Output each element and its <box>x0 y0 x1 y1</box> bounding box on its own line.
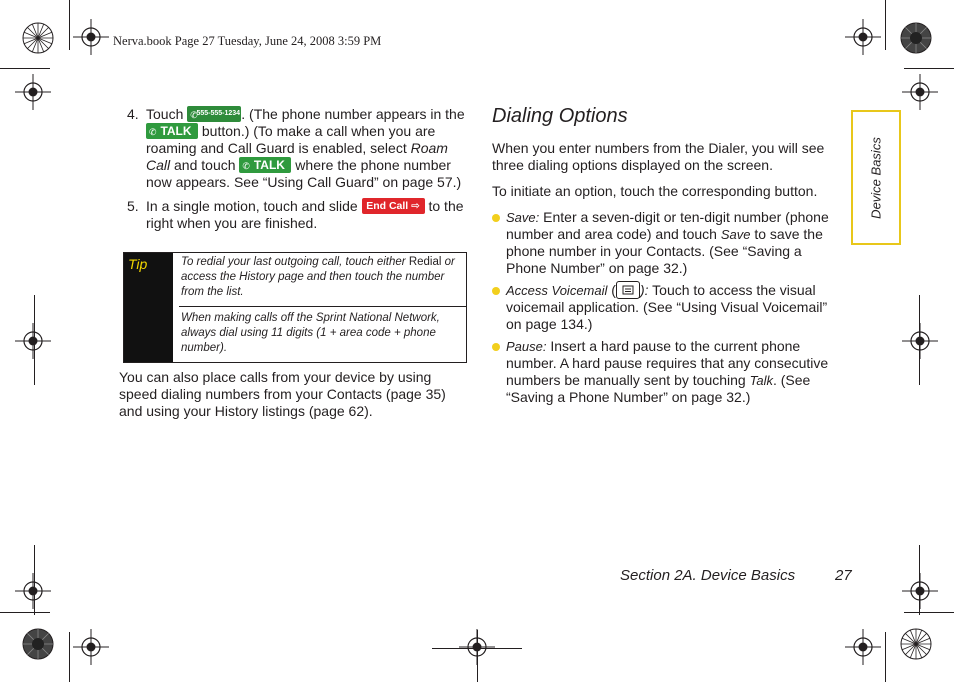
redial-term: Redial <box>408 256 442 268</box>
registration-mark-icon <box>15 323 51 359</box>
registration-mark-icon <box>902 323 938 359</box>
step-5 <box>119 198 471 232</box>
step-text: . (The phone number appears in the <box>241 106 465 122</box>
section-heading: Dialing Options <box>492 105 628 127</box>
step-text: In a single motion, touch and slide <box>146 198 358 214</box>
step-text: to the right when you are finished. <box>146 198 464 231</box>
color-wheel-icon <box>22 22 54 54</box>
talk-button[interactable]: ✆ TALK <box>146 123 198 139</box>
phone-handset-icon: ✆ <box>190 110 198 121</box>
crop-mark <box>885 0 886 50</box>
book-header: Nerva.book Page 27 Tuesday, June 24, 2008 3:59 PM <box>113 34 382 48</box>
bullet-access-voicemail: Access Voicemail ( ): Touch to access the visual voicemail application. (See “Using Visual Voicemail” on page 134.) <box>492 282 842 333</box>
roam-call-term: Roam Call <box>146 140 448 173</box>
crop-mark <box>477 630 478 682</box>
bullet-save: Save: Enter a seven-digit or ten-digit number (phone number and area code) and touch Save to save the phone number in your Contacts. (See “Saving a Phone Number” on page 32.) <box>492 209 842 277</box>
registration-mark-icon <box>73 629 109 665</box>
crop-mark <box>919 295 920 385</box>
bullet-dot-icon <box>492 343 500 351</box>
slide-arrow-icon: ⇨ <box>411 200 420 213</box>
body-paragraph: You can also place calls from your device by using speed dialing numbers from your Contacts (page 35) and using your History listings (page 62). <box>119 369 446 419</box>
voicemail-icon[interactable] <box>616 281 640 299</box>
side-tab-label: Device Basics <box>868 136 884 219</box>
color-wheel-icon <box>900 22 932 54</box>
end-call-slider[interactable]: End Call ⇨ <box>362 198 425 214</box>
step-text: Touch <box>146 106 184 122</box>
left-column <box>119 106 471 420</box>
section-side-tab <box>851 110 901 245</box>
tip-item: When making calls off the Sprint National Network, always dial using 11 digits (1 + area code + phone number). <box>179 306 466 362</box>
phone-number-button[interactable]: ✆ 555-555-1234 <box>187 106 241 122</box>
crop-mark <box>885 632 886 682</box>
crop-mark <box>69 632 70 682</box>
step-text: and touch <box>174 157 236 173</box>
registration-mark-icon <box>73 19 109 55</box>
step-number: 4. <box>127 106 139 122</box>
color-wheel-icon <box>900 628 932 660</box>
footer-section: Section 2A. Device Basics <box>620 567 796 584</box>
body-paragraph: When you enter numbers from the Dialer, you will see three dialing options displayed on the screen. <box>492 140 825 173</box>
right-column <box>492 104 842 411</box>
step-4 <box>119 106 471 191</box>
bullet-pause: Pause: Insert a hard pause to the current phone number. A hard pause requires that any consecutive numbers be manually sent by touching Talk. (See “Saving a Phone Number” on page 32.) <box>492 338 842 406</box>
registration-mark-icon <box>15 573 51 609</box>
bullet-dot-icon <box>492 214 500 222</box>
registration-mark-icon <box>902 74 938 110</box>
crop-mark <box>904 612 954 613</box>
phone-handset-icon: ✆ <box>149 127 157 138</box>
step-text: button.) (To make a call when you are roaming and Call Guard is enabled, select <box>146 123 436 156</box>
registration-mark-icon <box>902 573 938 609</box>
talk-button[interactable]: ✆ TALK <box>239 157 291 173</box>
registration-mark-icon <box>15 74 51 110</box>
bullet-dot-icon <box>492 287 500 295</box>
step-text: where the phone number now appears. See “Using Call Guard” on page 57.) <box>146 157 462 190</box>
crop-mark <box>0 612 50 613</box>
crop-mark <box>34 545 35 615</box>
phone-handset-icon: ✆ <box>242 161 250 172</box>
step-number: 5. <box>127 198 139 214</box>
page-number: 27 <box>835 567 852 584</box>
crop-mark <box>34 295 35 385</box>
tip-item: To redial your last outgoing call, touch either Redial or access the History page and then touch the number from the list. <box>181 256 455 298</box>
color-wheel-icon <box>22 628 54 660</box>
tip-body <box>173 253 466 362</box>
tip-label: Tip <box>124 253 173 362</box>
crop-mark <box>69 0 70 50</box>
tip-box <box>123 252 467 363</box>
crop-mark <box>0 68 50 69</box>
body-paragraph: To initiate an option, touch the corresponding button. <box>492 183 818 199</box>
registration-mark-icon <box>845 629 881 665</box>
crop-mark <box>919 545 920 615</box>
registration-mark-icon <box>845 19 881 55</box>
crop-mark <box>904 68 954 69</box>
